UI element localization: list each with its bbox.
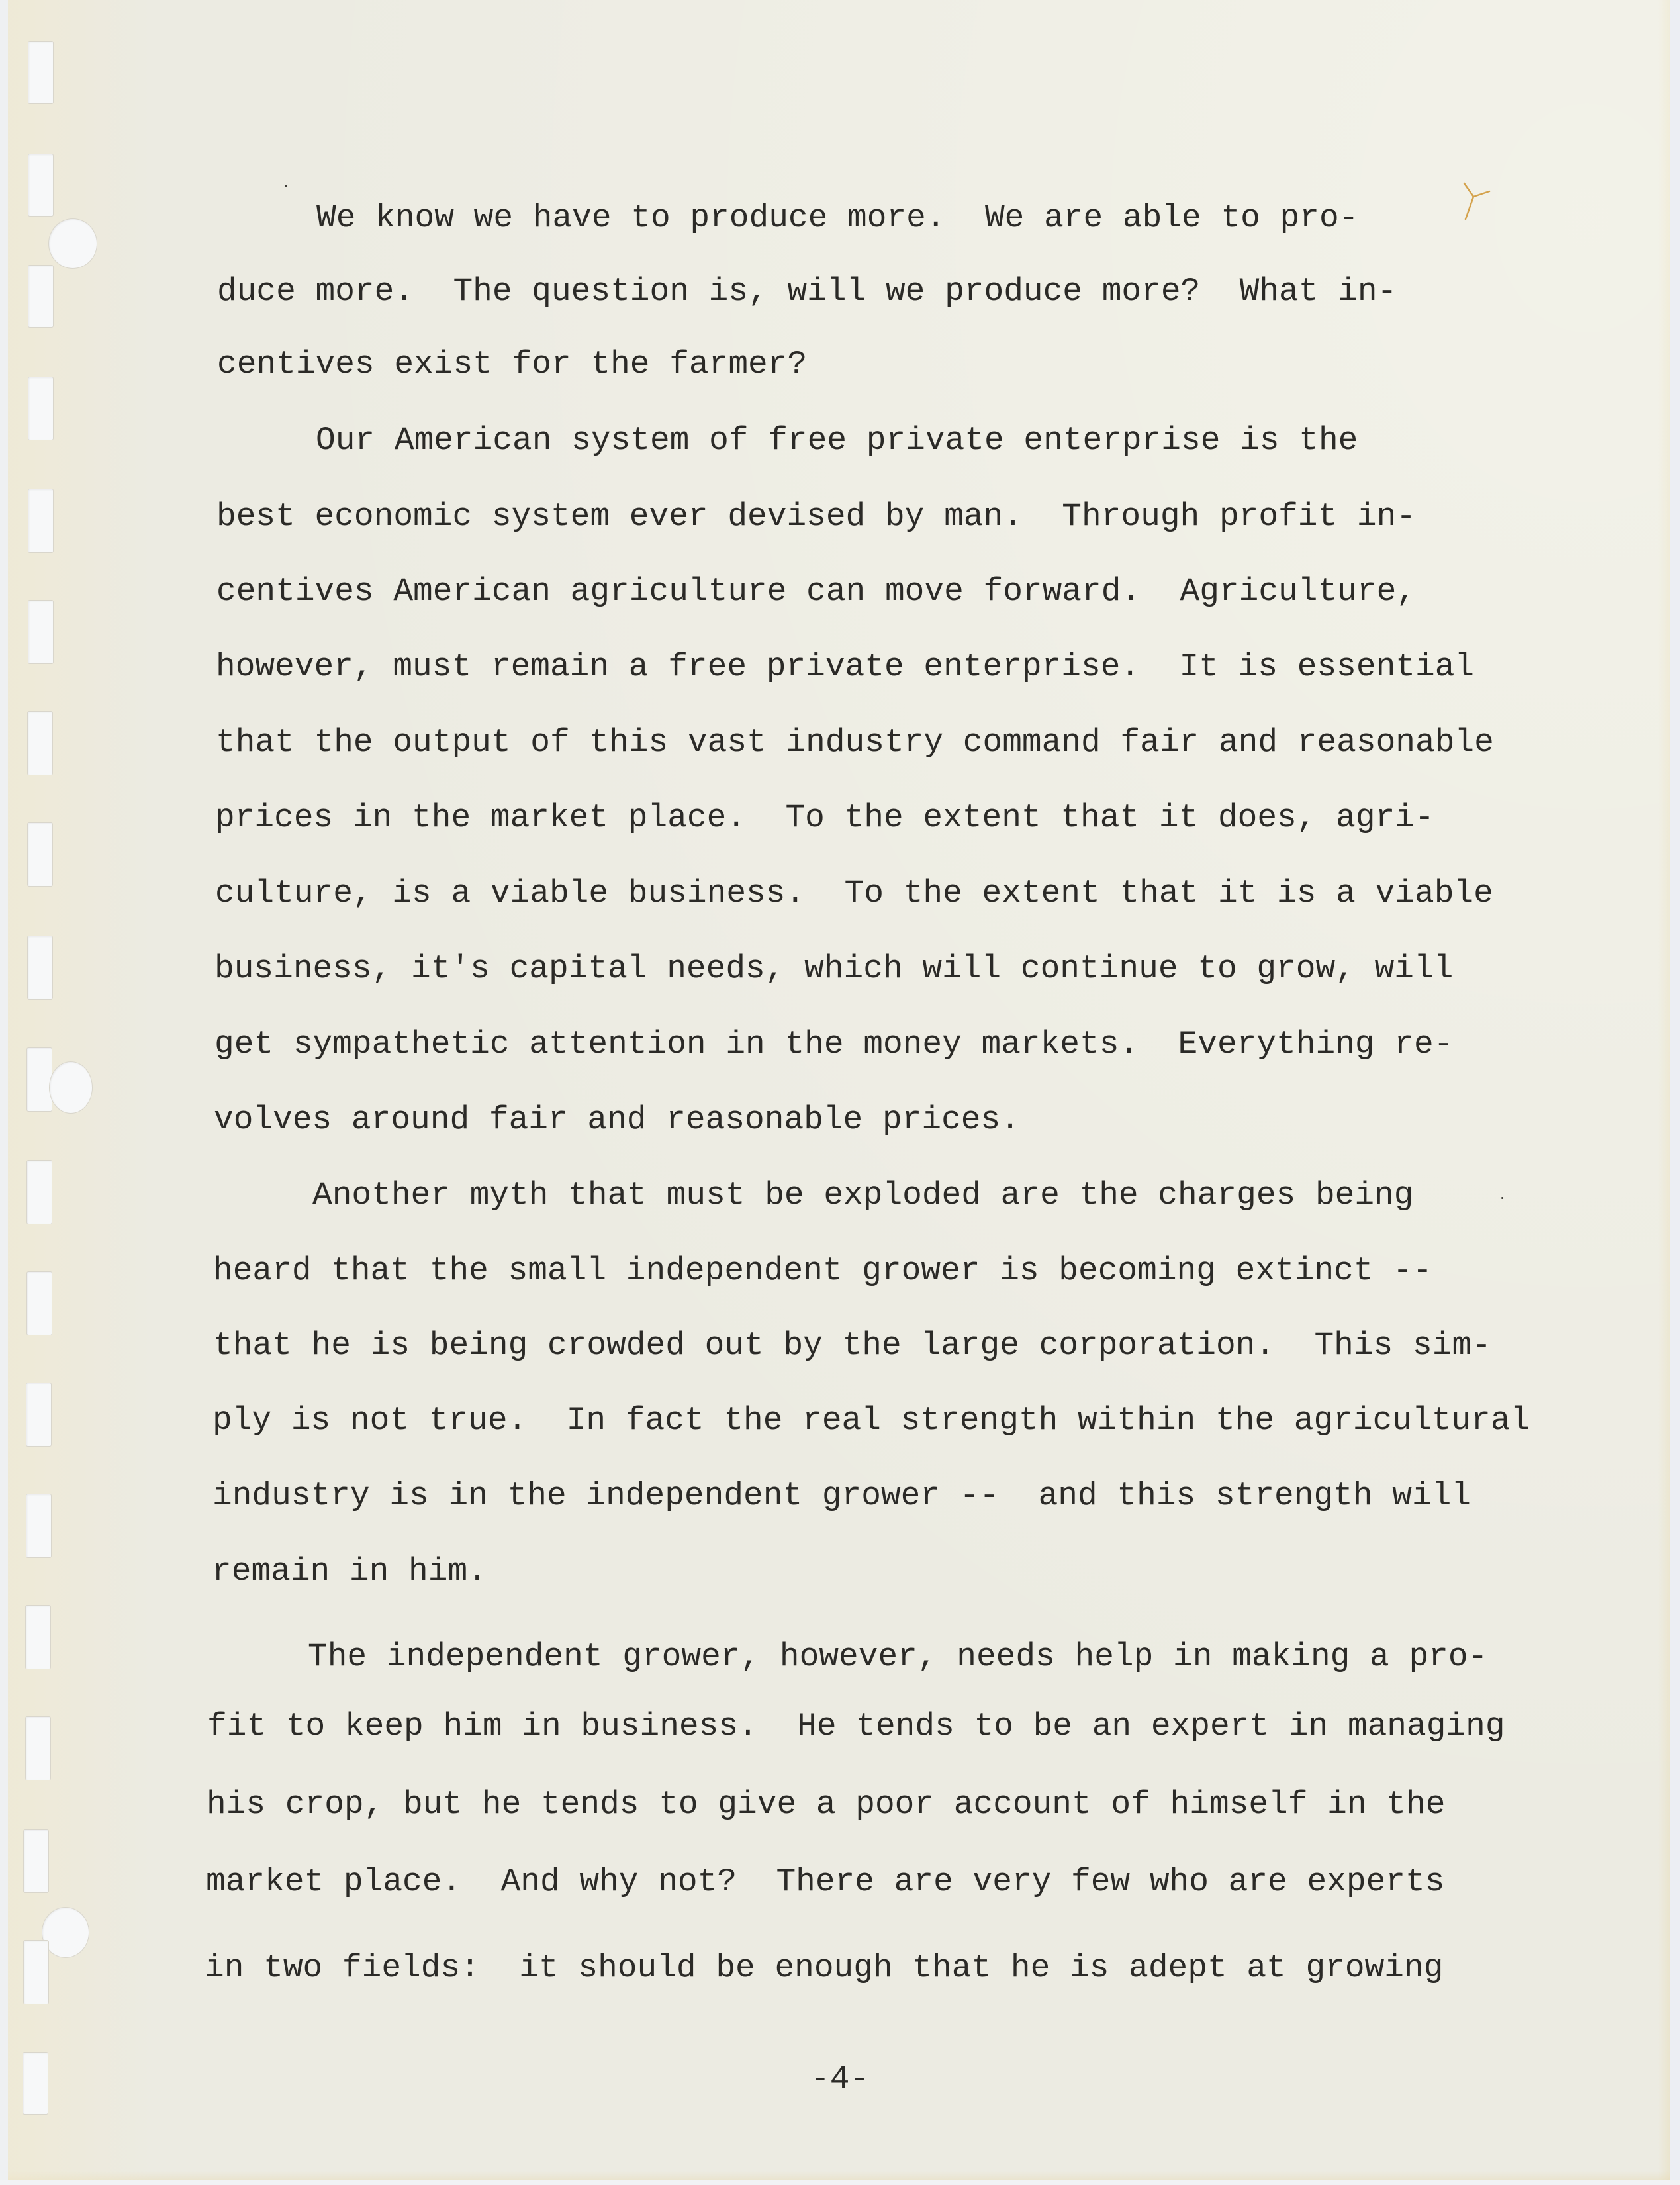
- binder-hole: [28, 600, 54, 664]
- binder-hole: [26, 1494, 52, 1558]
- text-line: his crop, but he tends to give a poor account of himself in the: [207, 1786, 1446, 1823]
- text-line: We know we have to produce more. We are able to pro-: [316, 199, 1359, 236]
- text-line: that the output of this vast industry command fair and reasonable: [216, 724, 1494, 761]
- binder-hole: [25, 1716, 51, 1780]
- scan-edge-right: [1670, 0, 1680, 2185]
- page-number: -4-: [810, 2061, 870, 2098]
- binder-hole: [26, 1383, 52, 1447]
- text-line: best economic system ever devised by man. Through profit in-: [216, 498, 1416, 535]
- binder-hole: [23, 1940, 49, 2004]
- paper-speck: [285, 185, 287, 187]
- binder-hole: [28, 265, 54, 328]
- binder-hole: [28, 41, 54, 104]
- binder-hole: [28, 154, 54, 217]
- text-line: market place. And why not? There are very few who are experts: [206, 1863, 1445, 1900]
- binder-hole: [27, 822, 53, 887]
- text-line: duce more. The question is, will we produce more? What in-: [217, 273, 1397, 310]
- binder-hole: [23, 1829, 49, 1893]
- typewritten-page: [8, 0, 1670, 2180]
- binder-hole: [27, 711, 53, 775]
- binder-ring-hole: [49, 1061, 93, 1114]
- binder-hole: [26, 1160, 52, 1224]
- binder-hole: [25, 1605, 51, 1669]
- text-line: that he is being crowded out by the large corporation. This sim-: [213, 1327, 1491, 1364]
- text-line: Another myth that must be exploded are the charges being: [312, 1177, 1414, 1214]
- text-line: industry is in the independent grower -- and this strength will: [212, 1477, 1471, 1514]
- paper-speck: [1501, 1197, 1503, 1199]
- text-line: centives American agriculture can move forward. Agriculture,: [216, 573, 1416, 610]
- binder-ring-hole: [48, 218, 97, 269]
- text-line: ply is not true. In fact the real strength within the agricultural: [212, 1402, 1530, 1439]
- text-line: culture, is a viable business. To the extent that it is a viable: [215, 875, 1493, 912]
- binder-hole: [28, 377, 54, 440]
- binder-hole: [26, 1271, 52, 1335]
- text-line: volves around fair and reasonable prices.: [214, 1101, 1020, 1138]
- text-line: in two fields: it should be enough that he is adept at growing: [205, 1949, 1444, 1986]
- text-line: get sympathetic attention in the money markets. Everything re-: [214, 1026, 1454, 1063]
- binder-hole: [23, 2052, 48, 2115]
- text-line: The independent grower, however, needs help in making a pro-: [308, 1638, 1488, 1675]
- scan-edge-bottom: [0, 2180, 1680, 2185]
- pencil-tick-mark: [1463, 182, 1493, 220]
- text-line: heard that the small independent grower is becoming extinct --: [213, 1252, 1432, 1289]
- text-line: fit to keep him in business. He tends to be an expert in managing: [207, 1708, 1505, 1745]
- binder-hole: [27, 936, 53, 1000]
- text-line: remain in him.: [212, 1553, 487, 1590]
- binder-hole: [26, 1047, 52, 1112]
- text-line: business, it's capital needs, which will continue to grow, will: [214, 950, 1454, 987]
- binder-hole: [28, 489, 54, 553]
- text-line: however, must remain a free private enterprise. It is essential: [216, 648, 1475, 685]
- text-line: Our American system of free private enterprise is the: [316, 422, 1358, 459]
- text-line: prices in the market place. To the extent that it does, agri-: [215, 799, 1434, 836]
- text-line: centives exist for the farmer?: [217, 346, 808, 383]
